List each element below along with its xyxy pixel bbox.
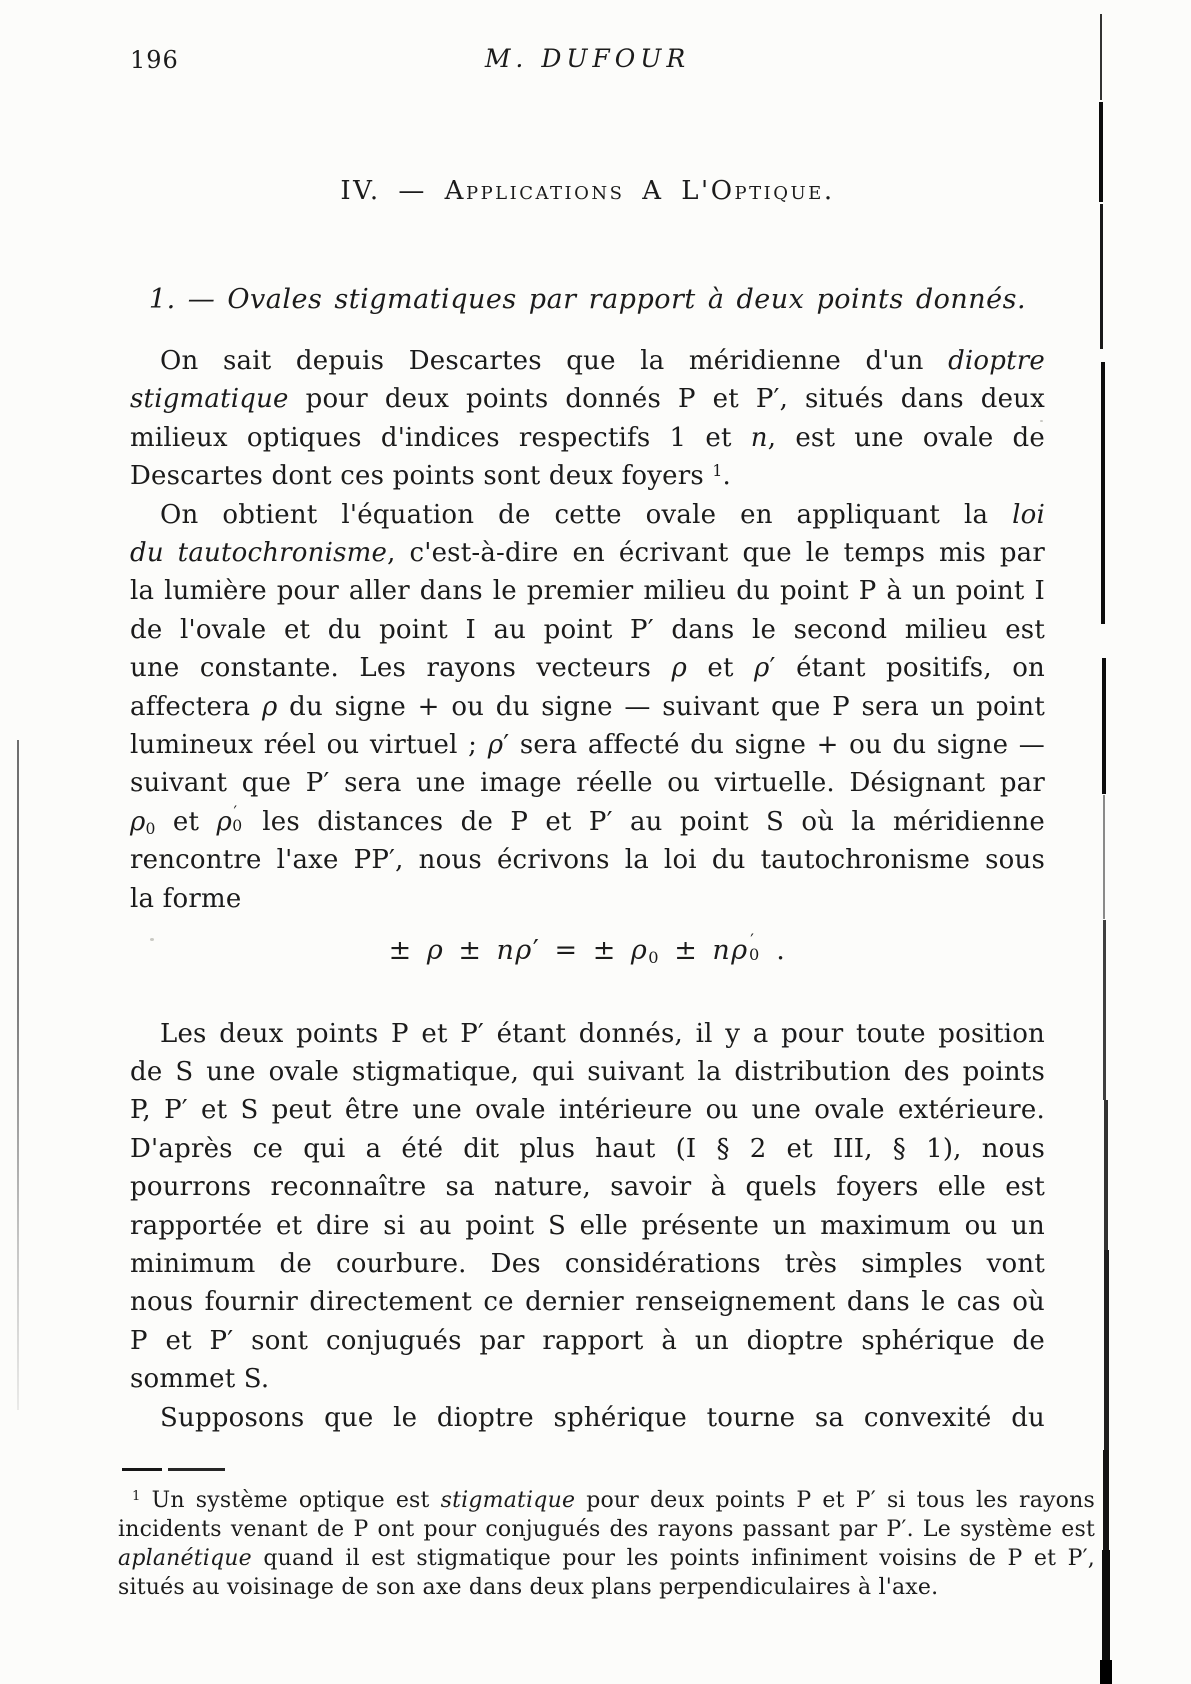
scan-speck [150, 938, 154, 941]
scan-speck [1040, 420, 1043, 422]
text-line: suivant que P′ sera une image réelle ou virtuelle. Désignant par [130, 768, 1045, 799]
footnote-text [118, 1486, 1095, 1602]
text-line: une constante. Les rayons vecteurs ρ et ρ′ étant positifs, on [130, 653, 1046, 684]
footnote-line: aplanétique quand il est stigmatique pour les points infiniment voisins de P et P′, [118, 1546, 1095, 1571]
footnote-line: $^1$ Un système optique est stigmatique pour deux points P et P′ si tous les rayons [132, 1488, 1095, 1513]
footnote-rule [122, 1468, 225, 1471]
footnote-line: incidents venant de P ont pour conjugués des rayons passant par P′. Le système est [118, 1517, 1095, 1542]
text-line: du tautochronisme, c'est-à-dire en écrivant que le temps mis par [130, 538, 1046, 569]
page-header [130, 44, 1045, 80]
text-line: rencontre l'axe PP′, nous écrivons la loi du tautochronisme sous [130, 845, 1045, 876]
page-number: 196 [130, 46, 179, 74]
text-line: la forme [130, 883, 242, 914]
text-line: P et P′ sont conjugués par rapport à un dioptre sphérique de [130, 1325, 1045, 1356]
text-line: Les deux points P et P′ étant donnés, il y a pour toute position [160, 1018, 1045, 1049]
text-line: Descartes dont ces points sont deux foyers $^1$. [130, 461, 731, 492]
text-line: sommet S. [130, 1364, 270, 1395]
text-line: stigmatique pour deux points donnés P et P′, situés dans deux [130, 384, 1045, 415]
text-line: ± ρ ± nρ′ = ± $\rho_0 \pm n\rho$ ′ 0 . [388, 930, 787, 967]
running-head-author: M. DUFOUR [484, 44, 691, 73]
text-line: D'après ce qui a été dit plus haut (I § 2 et III, § 1), nous [130, 1133, 1045, 1164]
body-text [130, 342, 1045, 1437]
section-heading: IV. — Applications A L'Optique. [340, 176, 835, 206]
page-left-edge-artifact [17, 740, 19, 1410]
text-line: affectera ρ du signe + ou du signe — suivant que P sera un point [130, 691, 1045, 722]
text-line: nous fournir directement ce dernier renseignement dans le cas où [130, 1287, 1045, 1318]
subsection-heading: 1. — Ovales stigmatiques par rapport à deux points donnés. [148, 284, 1027, 315]
text-line: P, P′ et S peut être une ovale intérieure ou une ovale extérieure. [130, 1095, 1045, 1126]
text-line: rapportée et dire si au point S elle présente un maximum ou un [130, 1210, 1045, 1241]
text-line: minimum de courbure. Des considérations très simples vont [130, 1248, 1045, 1279]
text-line: de l'ovale et du point I au point P′ dans le second milieu est [130, 614, 1045, 645]
footnote-line: situés au voisinage de son axe dans deux plans perpendiculaires à l'axe. [118, 1575, 939, 1600]
text-line: pourrons reconnaître sa nature, savoir à quels foyers elle est [130, 1172, 1045, 1203]
text-line: lumineux réel ou virtuel ; ρ′ sera affecté du signe + ou du signe — [130, 730, 1045, 761]
text-line: On sait depuis Descartes que la méridienne d'un dioptre [160, 346, 1045, 376]
text-line: la lumière pour aller dans le premier milieu du point P à un point I [130, 576, 1045, 607]
text-line: de S une ovale stigmatique, qui suivant la distribution des points [130, 1056, 1045, 1087]
page-binding-edge-artifact [1092, 0, 1118, 1684]
text-line: milieux optiques d'indices respectifs 1 et n, est une ovale de [130, 422, 1045, 453]
text-line: $\rho_0$ et ρ ′ 0 les distances de P et P′ au point S où la méridienne [130, 803, 1045, 838]
text-line: Supposons que le dioptre sphérique tourne sa convexité du [160, 1402, 1045, 1433]
text-line: On obtient l'équation de cette ovale en appliquant la loi [160, 499, 1045, 530]
